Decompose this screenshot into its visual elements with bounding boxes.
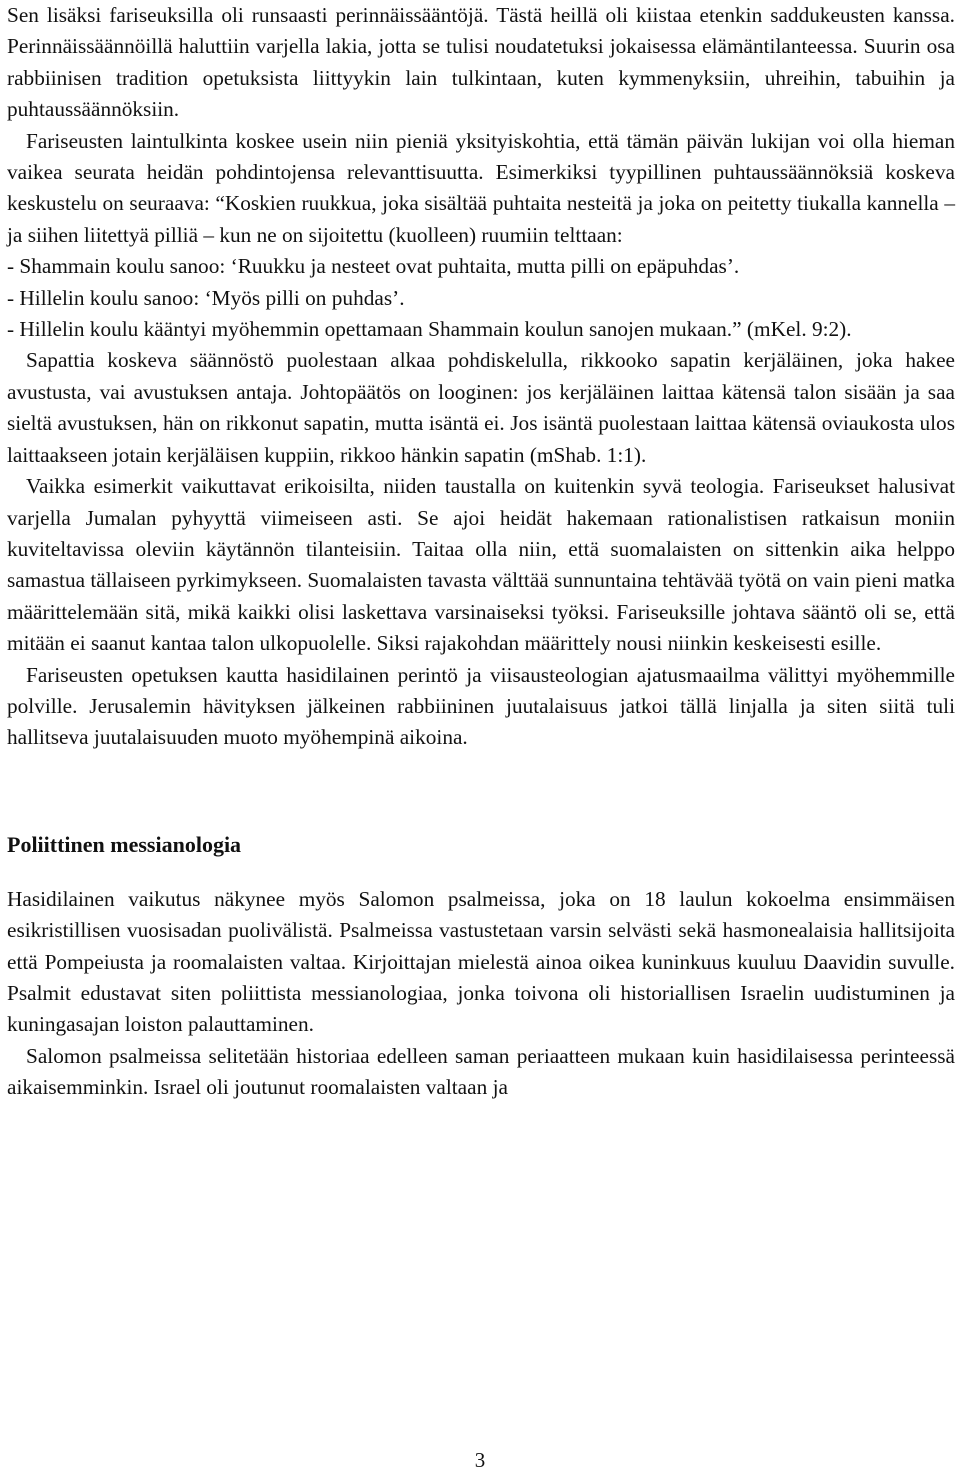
- paragraph-historia: Salomon psalmeissa selitetään historiaa edelleen saman periaatteen mukaan kuin hasidilaisessa perinteessä aikaisemminkin. Israel oli joutunut roomalaisten valtaan ja: [7, 1043, 955, 1100]
- paragraph-salomon-psalmit: Hasidilainen vaikutus näkynee myös Salomon psalmeissa, joka on 18 laulun kokoelma ensimmäisen esikristillisen vuosisadan puolivälistä. Psalmeissa vastustetaan varsin selvästi sekä hasmonealaisia hallitsijoita että Pompeiusta ja roomalaisten valtaa. Kirjoittajan mielestä ainoa oikea kuninkuus kuuluu Daavidin suvulle. Psalmit edustavat siten poliittista messianologiaa, jonka toivona oli historiallisen Israelin uudistuminen ja kuningasajan loiston palauttaminen.: [7, 886, 955, 1037]
- section-heading: Poliittinen messianologia: [7, 831, 242, 857]
- document-page: [7, 0, 955, 1104]
- paragraph-sapatti: Sapattia koskeva säännöstö puolestaan alkaa pohdiskelulla, rikkooko sapatin kerjäläinen, joka hakee avustusta, vai avustuksen antaja. Johtopäätös on looginen: jos kerjäläinen laittaa kätensä talon sisään ja saa sieltä avustuksen, hän on rikkonut sapatin, mutta isäntä ei. Jos isäntä puolestaan laittaa kätensä oviaukosta ulos laittaakseen jotain kerjäläisen kuppiin, rikkoo hänkin sapatin (mShab. 1:1).: [7, 348, 955, 467]
- dash-line-shammai: - Shammain koulu sanoo: ‘Ruukku ja nesteet ovat puhtaita, mutta pilli on epäpuhdas’.: [7, 254, 740, 279]
- page-number: 3: [474, 1448, 486, 1472]
- paragraph-perinnaissaannot: Sen lisäksi fariseuksilla oli runsaasti perinnäissääntöjä. Tästä heillä oli kiistaa etenkin saddukeusten kanssa. Perinnäissäännöillä haluttiin varjella lakia, jotta se tulisi noudatetuksi jokaisessa elämäntilanteessa. Suurin osa rabbiinisen tradition opetuksista liittyykin lain tulkintaan, kuten kymmenyksiin, uhreihin, tabuihin ja puhtaussäännöksiin.: [7, 3, 955, 122]
- dash-line-hillel-later: - Hillelin koulu kääntyi myöhemmin opettamaan Shammain koulun sanojen mukaan.” (mKel. 9:2).: [7, 317, 852, 342]
- paragraph-teologia: Vaikka esimerkit vaikuttavat erikoisilta, niiden taustalla on kuitenkin syvä teologia. Fariseukset halusivat varjella Jumalan pyhyyttä viimeiseen asti. Se ajoi heidät hakemaan rationalistisen ratkaisun moniin kuviteltavissa oleviin käytännön tilanteisiin. Taitaa olla niin, että suomalaisten on sittenkin aika helppo samastua tällaiseen pyrkimykseen. Suomalaisten tavasta välttää sunnuntaina tehtävää työtä on vain pieni matka määrittelemään sitä, mikä kaikki olisi laskettava varsinaiseksi työksi. Fariseuksille johtava sääntö oli se, että mitään ei saanut kantaa talon ulkopuolelle. Siksi rajakohdan määrittely nousi niinkin keskeisesti esille.: [7, 474, 956, 656]
- dash-line-hillel: - Hillelin koulu sanoo: ‘Myös pilli on puhdas’.: [7, 285, 405, 310]
- paragraph-laintulkinta: Fariseusten laintulkinta koskee usein niin pieniä yksityiskohtia, että tämän päivän lukijan voi olla hieman vaikea seurata heidän pohdintojensa relevanttisuutta. Esimerkiksi tyypillinen puhtaussäännöksiä koskeva keskustelu on seuraava: “Koskien ruukkua, joka sisältää puhtaita nesteitä ja joka on peitetty tiukalla kannella – ja siihen liitettyä pilliä – kun ne on sijoitettu (kuolleen) ruumiin telttaan:: [7, 128, 955, 247]
- paragraph-hasidilainen-perinto: Fariseusten opetuksen kautta hasidilainen perintö ja viisausteologian ajatusmaailma välittyi myöhemmille polville. Jerusalemin hävityksen jälkeinen rabbiininen juutalaisuus jatkoi tällä linjalla ja siten siitä tuli hallitseva juutalaisuuden muoto myöhempinä aikoina.: [7, 662, 955, 750]
